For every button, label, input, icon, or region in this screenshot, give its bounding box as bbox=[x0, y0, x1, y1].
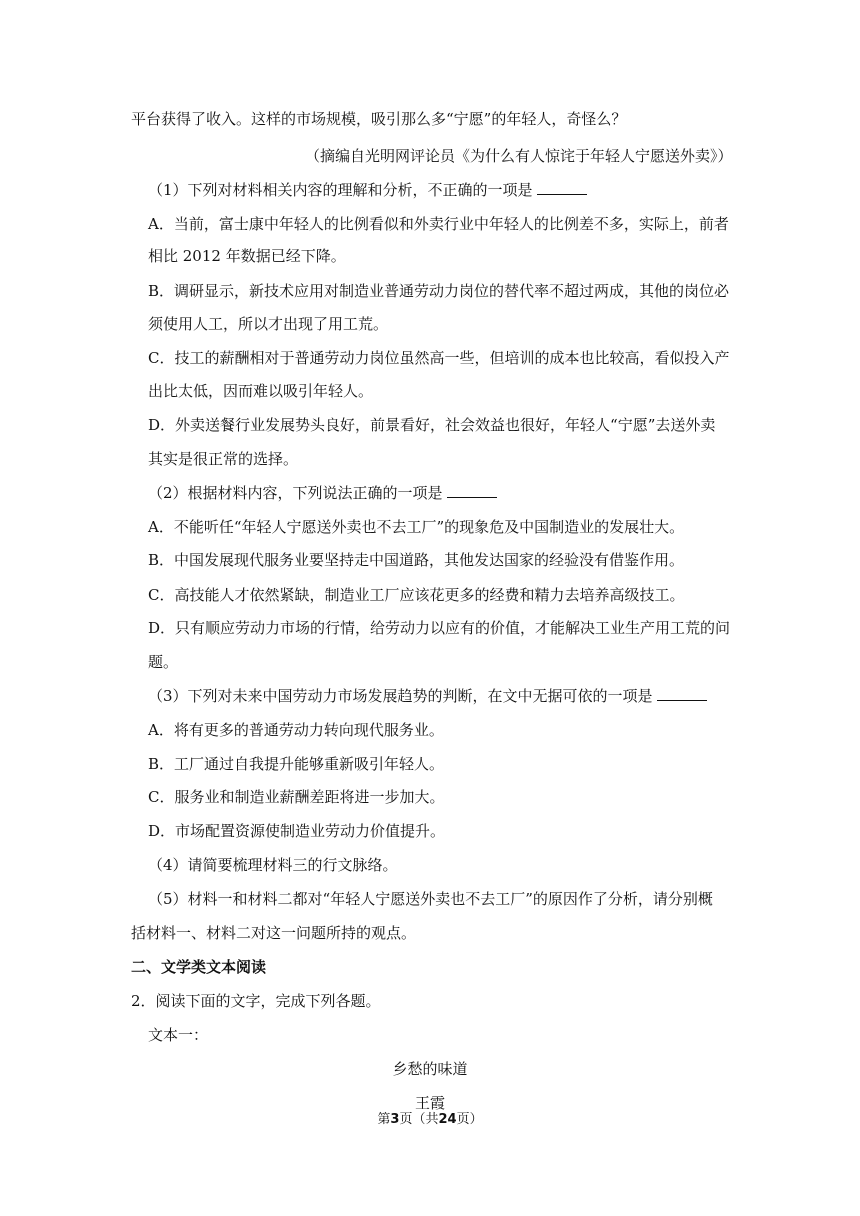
story-author: 王霞 bbox=[414, 1094, 445, 1112]
answer-blank bbox=[447, 483, 497, 498]
option-3a: A．将有更多的普通劳动力转向现代服务业。 bbox=[148, 721, 444, 739]
footer-total-pages: 24 bbox=[438, 1112, 457, 1127]
question-5-line2: 括材料一、材料二对这一问题所持的观点。 bbox=[131, 924, 417, 942]
option-2d-line2: 题。 bbox=[148, 653, 179, 671]
option-2b: B．中国发展现代服务业要坚持走中国道路，其他发达国家的经验没有借鉴作用。 bbox=[148, 551, 685, 569]
option-2c: C．高技能人才依然紧缺，制造业工厂应该花更多的经费和精力去培养高级技工。 bbox=[148, 586, 685, 604]
option-1a-line2: 相比 2012 年数据已经下降。 bbox=[148, 247, 346, 265]
question-4: （4）请简要梳理材料三的行文脉络。 bbox=[148, 856, 398, 874]
footer-mid: 页（共 bbox=[399, 1112, 439, 1127]
item-2-instruction: 2．阅读下面的文字，完成下列各题。 bbox=[131, 992, 381, 1010]
option-1d-line1: D．外卖送餐行业发展势头良好，前景看好，社会效益也很好，年轻人“宁愿”去送外卖 bbox=[148, 416, 716, 434]
question-5-line1: （5）材料一和材料二都对“年轻人宁愿送外卖也不去工厂”的原因作了分析，请分别概 bbox=[148, 890, 713, 908]
page-footer bbox=[0, 1112, 860, 1128]
option-1a-line1: A．当前，富士康中年轻人的比例看似和外卖行业中年轻人的比例差不多，实际上，前者 bbox=[148, 215, 729, 233]
option-3d: D．市场配置资源使制造业劳动力价值提升。 bbox=[148, 822, 446, 840]
source-citation: （摘编自光明网评论员《为什么有人惊诧于年轻人宁愿送外卖》） bbox=[305, 147, 733, 165]
question-1 bbox=[148, 180, 587, 200]
footer-prefix: 第 bbox=[377, 1112, 391, 1127]
option-1b-line1: B．调研显示，新技术应用对制造业普通劳动力岗位的替代率不超过两成，其他的岗位必 bbox=[148, 282, 730, 300]
option-3b: B．工厂通过自我提升能够重新吸引年轻人。 bbox=[148, 755, 445, 773]
option-2d-line1: D．只有顺应劳动力市场的行情，给劳动力以应有的价值，才能解决工业生产用工荒的问 bbox=[148, 619, 731, 637]
answer-blank bbox=[657, 686, 707, 701]
question-3 bbox=[148, 686, 707, 706]
footer-suffix: 页） bbox=[456, 1112, 483, 1127]
option-2a: A．不能听任“年轻人宁愿送外卖也不去工厂”的现象危及中国制造业的发展壮大。 bbox=[148, 518, 685, 536]
question-3-text: （3）下列对未来中国劳动力市场发展趋势的判断，在文中无据可依的一项是 bbox=[148, 687, 653, 705]
footer-page-number: 3 bbox=[390, 1112, 400, 1127]
option-1c-line1: C．技工的薪酬相对于普通劳动力岗位虽然高一些，但培训的成本也比较高，看似投入产 bbox=[148, 349, 730, 367]
section-heading: 二、文学类文本阅读 bbox=[131, 958, 267, 976]
story-title: 乡愁的味道 bbox=[392, 1060, 468, 1078]
question-1-text: （1）下列对材料相关内容的理解和分析，不正确的一项是 bbox=[148, 181, 533, 199]
question-2-text: （2）根据材料内容，下列说法正确的一项是 bbox=[148, 484, 443, 502]
option-1b-line2: 须使用人工，所以才出现了用工荒。 bbox=[148, 315, 389, 333]
option-1c-line2: 出比太低，因而难以吸引年轻人。 bbox=[148, 382, 374, 400]
text-one-label: 文本一： bbox=[148, 1026, 209, 1044]
question-2 bbox=[148, 483, 497, 503]
paragraph-continuation: 平台获得了收入。这样的市场规模，吸引那么多“宁愿”的年轻人，奇怪么？ bbox=[131, 110, 627, 128]
option-1d-line2: 其实是很正常的选择。 bbox=[148, 450, 299, 468]
answer-blank bbox=[537, 180, 587, 195]
option-3c: C．服务业和制造业薪酬差距将进一步加大。 bbox=[148, 788, 445, 806]
